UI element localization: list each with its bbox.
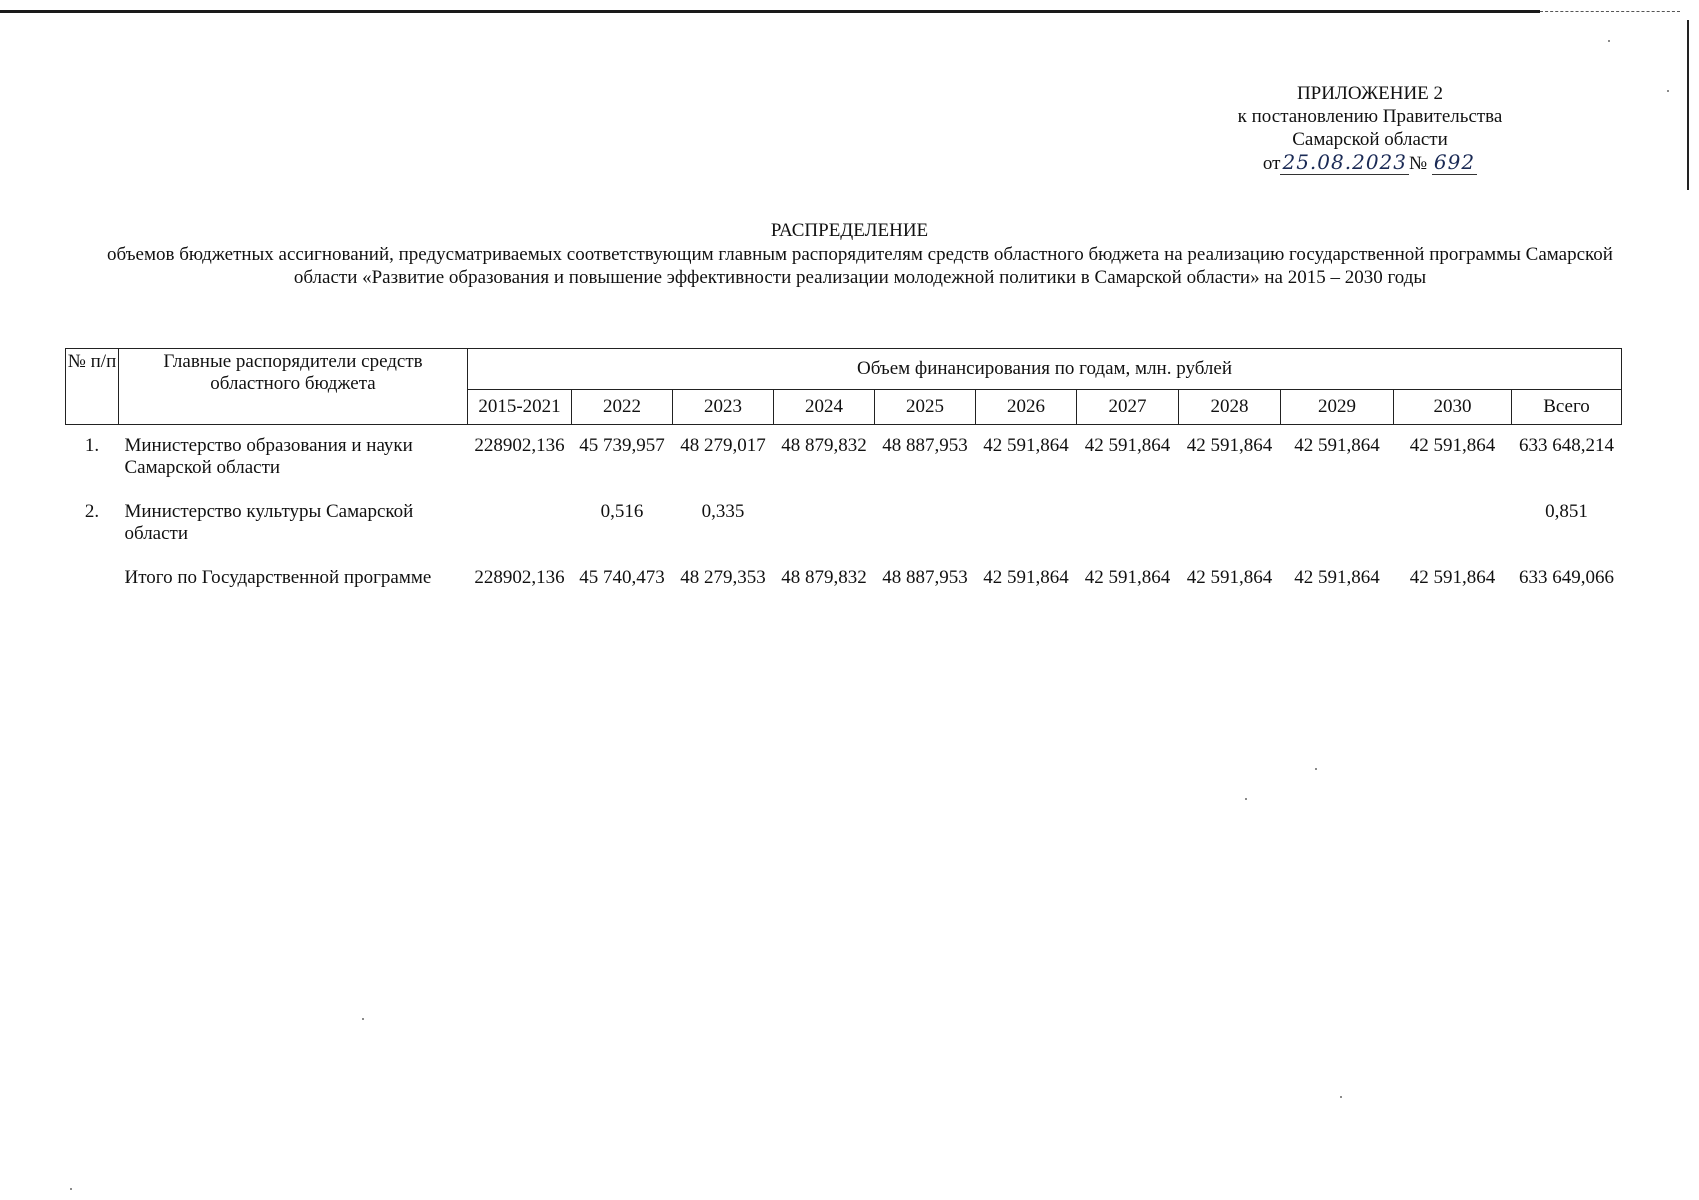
scan-top-rule-dashed [1540,11,1680,12]
row-value: 42 591,864 [1409,567,1496,588]
table-row [66,425,1622,492]
header-year: 2026 [976,390,1077,425]
row-value: 228902,136 [474,435,565,456]
row-value [976,491,1077,559]
row-distributor: Итого по Государственной программе [124,567,432,588]
header-year: 2030 [1394,390,1512,425]
header-funding-by-year: Объем финансирования по годам, млн. рублей [468,349,1622,390]
scan-speck [1608,40,1610,42]
header-year: 2022 [572,390,673,425]
row-total: 633 649,066 [1519,567,1614,588]
handwritten-number: 692 [1433,150,1476,174]
row-value [774,491,875,559]
scan-speck [1340,1096,1342,1098]
scan-speck [70,1188,72,1190]
row-value: 48 879,832 [781,567,867,588]
row-value: 42 591,864 [1294,567,1380,588]
row-value: 0,516 [600,501,644,522]
scan-top-rule [0,10,1540,13]
row-value [1281,491,1394,559]
header-year: 2023 [673,390,774,425]
row-value: 42 591,864 [983,567,1069,588]
header-year: 2028 [1179,390,1281,425]
row-value: 48 887,953 [882,567,968,588]
table-row-total [66,559,1622,589]
row-value [468,491,572,559]
from-label: от [1262,153,1281,174]
handwritten-date: 25.08.2023 [1282,150,1407,174]
row-value: 48 279,353 [680,567,766,588]
scan-speck [362,1018,364,1020]
row-value: 45 739,957 [579,435,665,456]
scan-speck [1667,90,1669,92]
row-total: 0,851 [1545,501,1588,522]
row-value: 48 279,017 [680,435,766,456]
appendix-line-2: Самарской области [1292,129,1448,150]
budget-distribution-table [65,348,1622,589]
row-distributor: Министерство культуры Самарской области [124,501,414,544]
row-value: 45 740,473 [579,567,665,588]
scan-right-edge [1687,20,1689,190]
table-row [66,491,1622,559]
row-value: 42 591,864 [1294,435,1380,456]
row-value: 42 591,864 [1084,567,1171,588]
number-label: № [1409,153,1428,174]
appendix-title: ПРИЛОЖЕНИЕ 2 [1296,83,1444,104]
appendix-block [1220,82,1520,175]
document-title: РАСПРЕДЕЛЕНИЕ [770,220,929,241]
row-value: 42 591,864 [983,435,1069,456]
header-number: № п/п [66,349,119,425]
row-distributor: Министерство образования и науки Самарской области [124,435,413,478]
header-year: 2025 [875,390,976,425]
row-value: 48 887,953 [882,435,968,456]
document-subtitle: объемов бюджетных ассигнований, предусматриваемых соответствующим главным распорядителям средств областного бюджета на реализацию государственной программы Самарской области «Развитие образования и повышение эффективности реализации молодежной политики в Самарской области» на 2015 – 2030 годы [107,244,1613,288]
row-value: 42 591,864 [1186,567,1273,588]
row-value: 42 591,864 [1409,435,1496,456]
header-distributor: Главные распорядители средств областного бюджета [119,349,468,425]
row-value [1394,491,1512,559]
header-year: 2015-2021 [468,390,572,425]
row-value [1179,491,1281,559]
header-year: 2024 [774,390,875,425]
row-number: 1. [84,435,100,456]
row-number [66,559,119,589]
appendix-line-1: к постановлению Правительства [1237,106,1503,127]
row-value [875,491,976,559]
scan-speck [1315,768,1317,770]
scan-speck [1245,798,1247,800]
row-value: 228902,136 [474,567,565,588]
header-year: 2029 [1281,390,1394,425]
row-value: 0,335 [701,501,745,522]
row-number: 2. [84,501,100,522]
row-value: 42 591,864 [1186,435,1273,456]
header-year: 2027 [1077,390,1179,425]
header-total: Всего [1512,390,1622,425]
row-value [1077,491,1179,559]
row-value: 42 591,864 [1084,435,1171,456]
row-total: 633 648,214 [1519,435,1614,456]
appendix-date-line [1220,151,1520,175]
row-value: 48 879,832 [781,435,867,456]
